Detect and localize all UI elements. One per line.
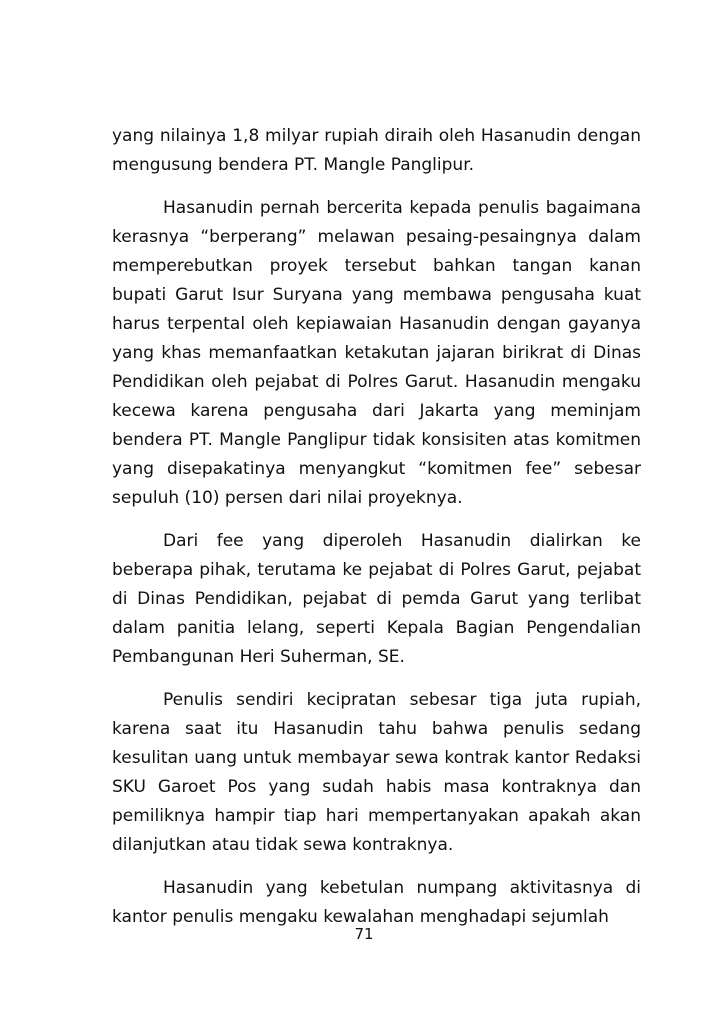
paragraph-office-sharing: Hasanudin yang kebetulan numpang aktivitasnya di kantor penulis mengaku kewalahan menghadapi sejumlah: [112, 878, 641, 927]
paragraph-continuation: yang nilainya 1,8 milyar rupiah diraih oleh Hasanudin dengan mengusung bendera PT. Mangle Panglipur.: [112, 126, 641, 175]
body-text: [112, 122, 641, 946]
paragraph-hasanudin-story: Hasanudin pernah bercerita kepada penulis bagaimana kerasnya “berperang” melawan pesaing-pesaingnya dalam memperebutkan proyek tersebut bahkan tangan kanan bupati Garut Isur Suryana yang membawa pengusaha kuat harus terpental oleh kepiawaian Hasanudin dengan gayanya yang khas memanfaatkan ketakutan jajaran birikrat di Dinas Pendidikan oleh pejabat di Polres Garut. Hasanudin mengaku kecewa karena pengusaha dari Jakarta yang meminjam bendera PT. Mangle Panglipur tidak konsisiten atas komitmen yang disepakatinya menyangkut “komitmen fee” sebesar sepuluh (10) persen dari nilai proyeknya.: [112, 198, 641, 508]
page-number: 71: [354, 925, 374, 943]
paragraph-fee-distribution: Dari fee yang diperoleh Hasanudin dialirkan ke beberapa pihak, terutama ke pejabat di Polres Garut, pejabat di Dinas Pendidikan, pejabat di pemda Garut yang terlibat dalam panitia lelang, seperti Kepala Bagian Pengendalian Pembangunan Heri Suherman, SE.: [112, 531, 641, 667]
paragraph-author-share: Penulis sendiri kecipratan sebesar tiga juta rupiah, karena saat itu Hasanudin tahu bahwa penulis sedang kesulitan uang untuk membayar sewa kontrak kantor Redaksi SKU Garoet Pos yang sudah habis masa kontraknya dan pemiliknya hampir tiap hari mempertanyakan apakah akan dilanjutkan atau tidak sewa kontraknya.: [112, 690, 641, 855]
